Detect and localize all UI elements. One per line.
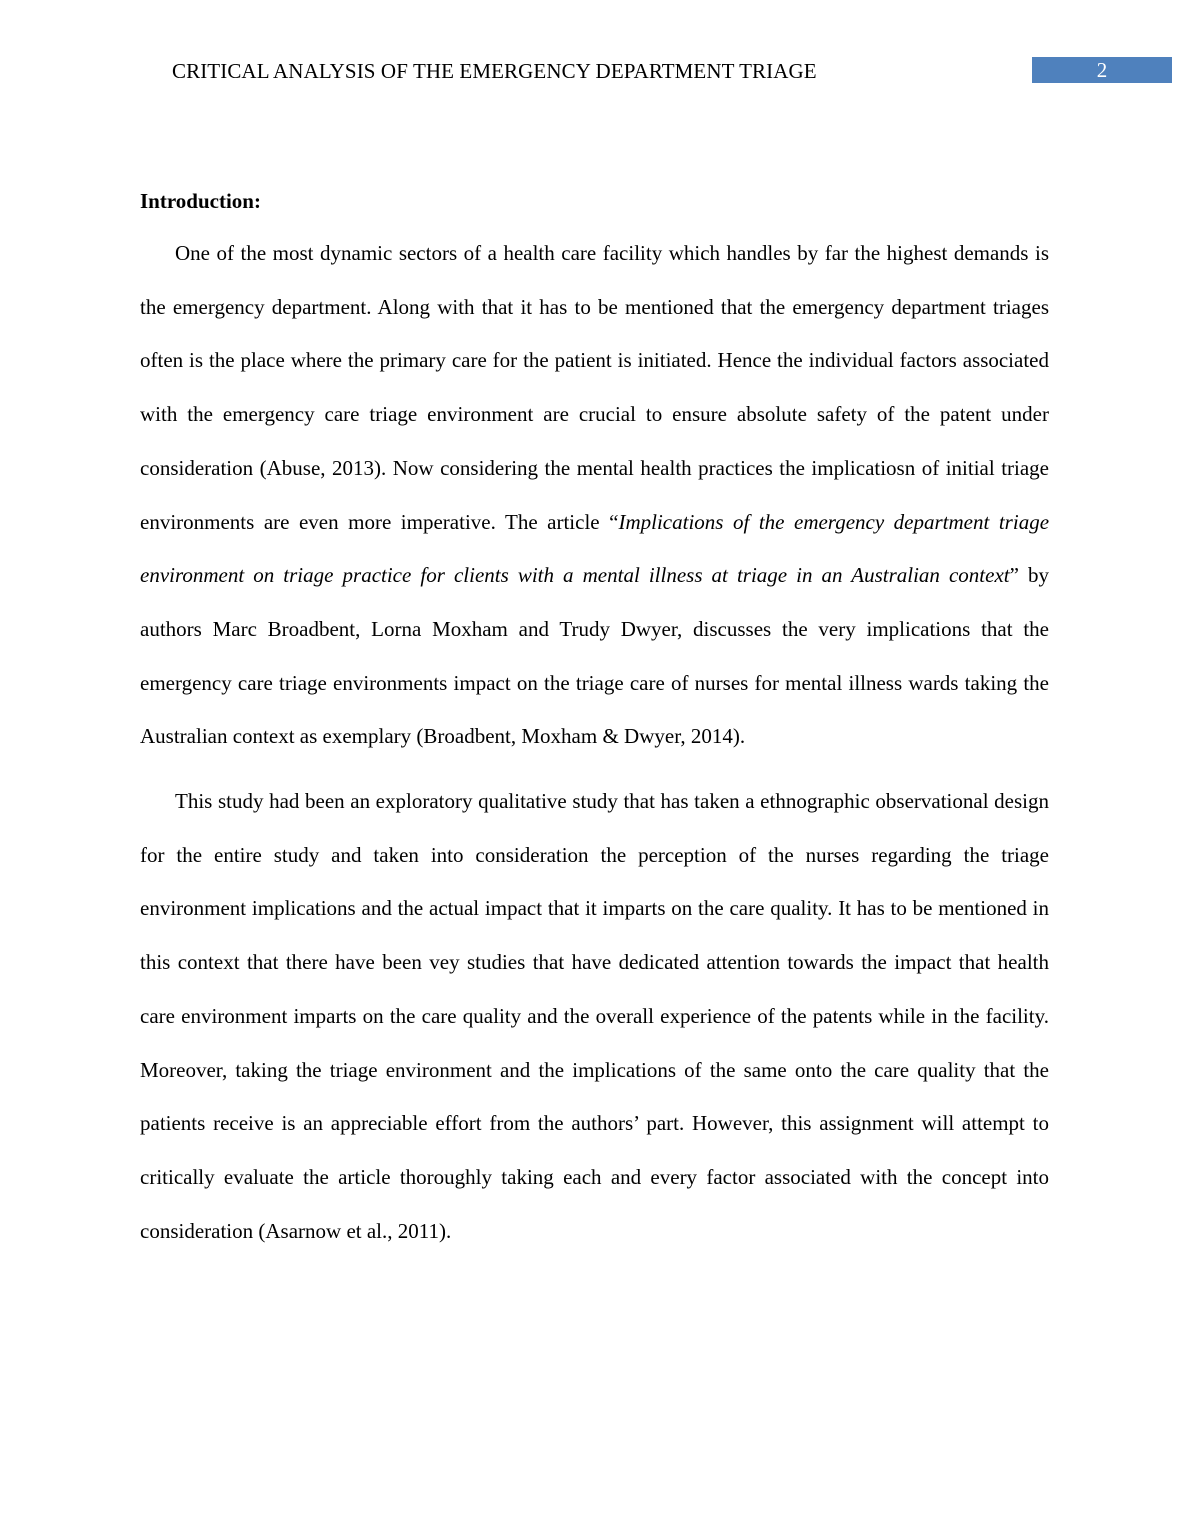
paragraph-2: This study had been an exploratory qualitative study that has taken a ethnographic observational design for the entire study and taken into consideration the perception of the nurses regarding the triage environment implications and the actual impact that it imparts on the care quality. It has to be mentioned in this context that there have been vey studies that have dedicated attention towards the impact that health care environment imparts on the care quality and the overall experience of the patents while in the facility. Moreover, taking the triage environment and the implications of the same onto the care quality that the patients receive is an appreciable effort from the authors’ part. However, this assignment will attempt to critically evaluate the article thoroughly taking each and every factor associated with the concept into consideration (Asarnow et al., 2011). [140, 789, 1049, 1243]
page-number-badge [1032, 57, 1172, 83]
page-number: 2 [1096, 58, 1108, 82]
article-title: Implications of the emergency department triage environment on triage practice for clients with a mental illness at triage in an Australian context [140, 509, 1050, 588]
running-head: CRITICAL ANALYSIS OF THE EMERGENCY DEPARTMENT TRIAGE [172, 59, 817, 83]
paragraph-1 [140, 227, 1049, 764]
paragraph-1-text-start: One of the most dynamic sectors of a health care facility which handles by far the highest demands is the emergency department. Along with that it has to be mentioned that the emergency department triages often is the place where the primary care for the patient is initiated. Hence the individual factors associated with the emergency care triage environment are crucial to ensure absolute safety of the patent under consideration (Abuse, 2013). Now considering the mental health practices the implicatiosn of initial triage environments are even more imperative. The article “ [140, 241, 1049, 534]
section-heading-introduction: Introduction: [140, 189, 261, 213]
document-body [140, 186, 1049, 1258]
paragraph-1-text-end: ” by authors Marc Broadbent, Lorna Moxham and Trudy Dwyer, discusses the very implications that the emergency care triage environments impact on the triage care of nurses for mental illness wards taking the Australian context as exemplary (Broadbent, Moxham & Dwyer, 2014). [140, 563, 1049, 749]
